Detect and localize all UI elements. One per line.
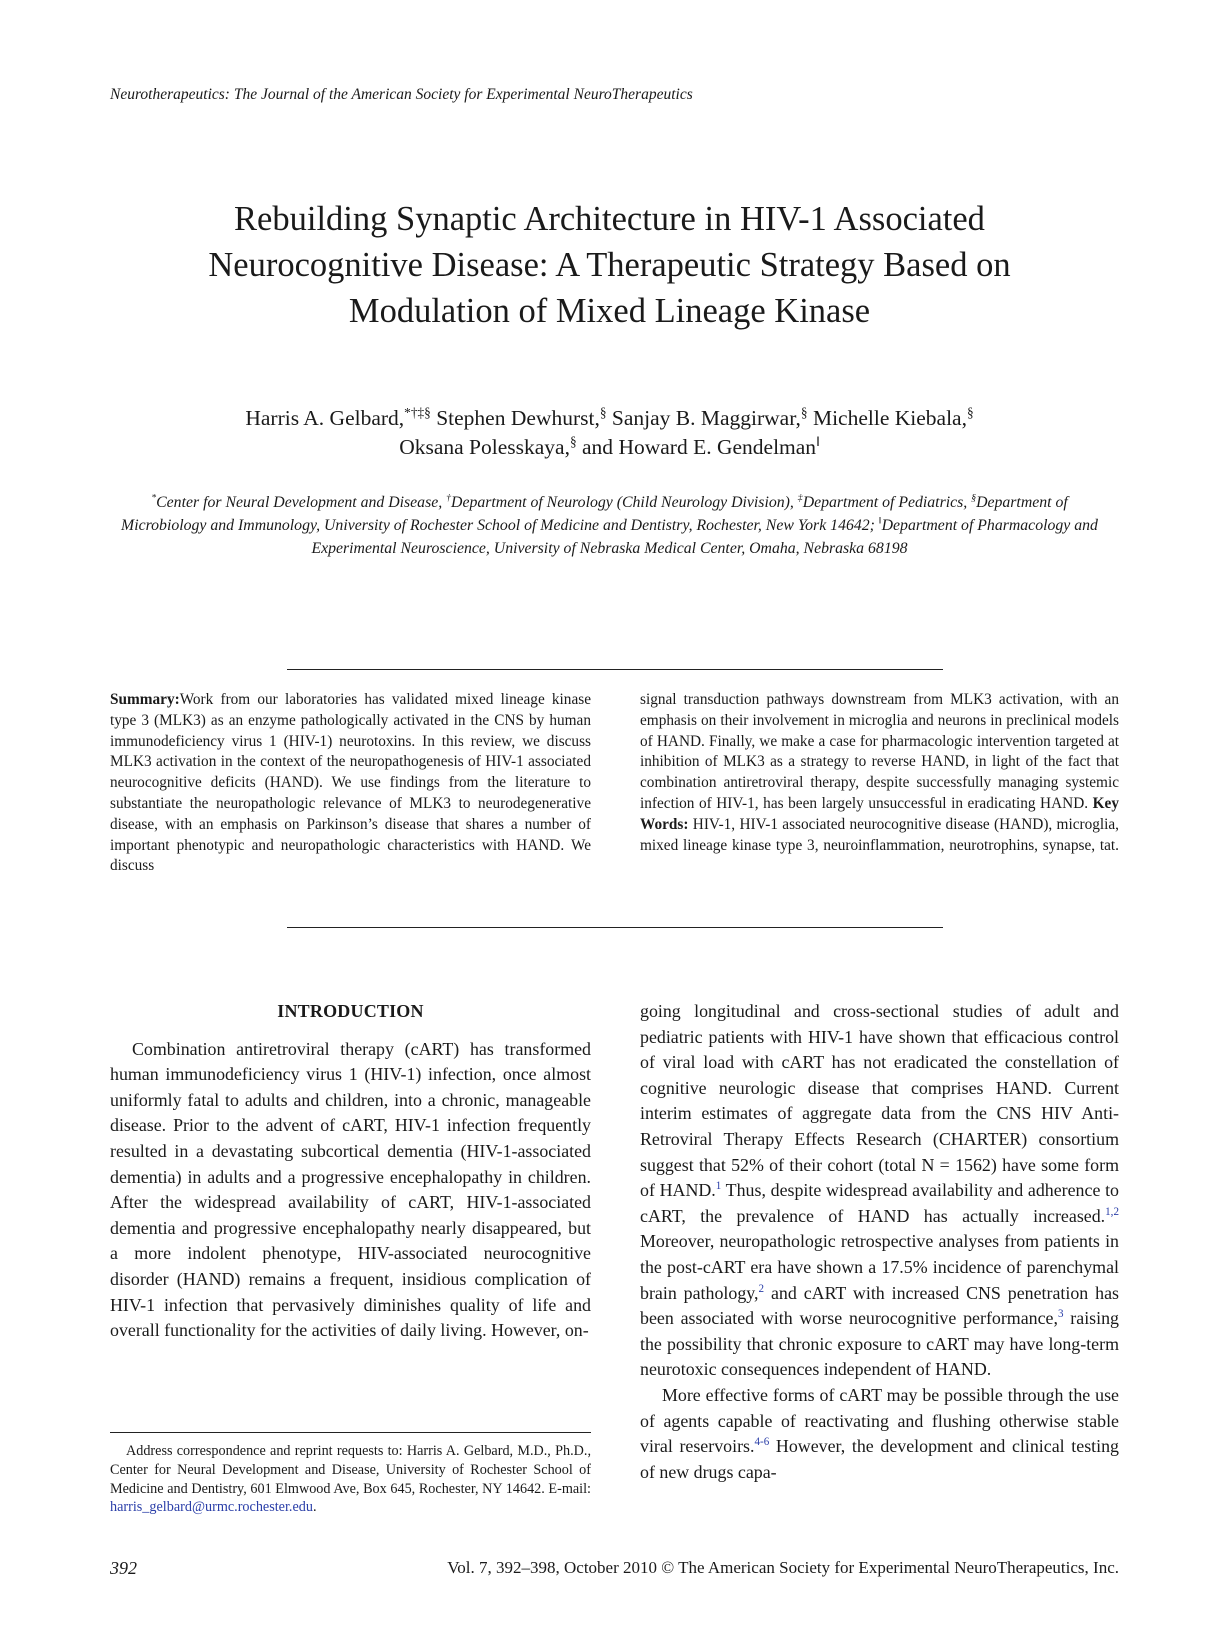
introduction-left-column	[110, 999, 591, 1344]
body-text: going longitudinal and cross-sectional studies of adult and pediatric patients with HIV-1 have shown that efficacious control of viral load with cART has not eradicated the constellation of cognitive neurologic disease that comprises HAND. Current interim estimates of aggregate data from the CNS HIV Anti-Retroviral Therapy Effects Research (CHARTER) consortium suggest that 52% of their cohort (total N = 1562) have some form of HAND.	[640, 1001, 1119, 1201]
citation-link[interactable]: 1	[715, 1180, 722, 1193]
section-heading: INTRODUCTION	[277, 1001, 424, 1021]
affiliation-mark: §	[971, 492, 977, 504]
article-title	[100, 196, 1119, 334]
citation-link[interactable]: 3	[1057, 1308, 1064, 1321]
journal-header: Neurotherapeutics: The Journal of the American Society for Experimental NeuroTherapeutics	[110, 86, 693, 103]
author-affiliation-marks: §	[800, 404, 808, 420]
footnote-text: Address correspondence and reprint requests to: Harris A. Gelbard, M.D., Ph.D., Center for Neural Development and Disease, University of Rochester School of Medicine and Dentistry, 601 Elmwood Ave, Box 645, Rochester, NY 14642. E-mail:	[110, 1443, 591, 1497]
abstract-label: Summary:	[110, 691, 180, 708]
affiliation-text: Department of Pharmacology and Experimental Neuroscience, University of Nebraska Medical Center, Omaha, Nebraska 68198	[311, 517, 1098, 557]
keywords-text: HIV-1, HIV-1 associated neurocognitive disease (HAND), microglia, mixed lineage kinase type 3, neuroinflammation, neurotrophins, synapse, tat.	[640, 815, 1120, 854]
body-paragraph	[640, 999, 1119, 1383]
body-paragraph: Combination antiretroviral therapy (cART) has transformed human immunodeficiency virus 1 (HIV-1) infection, once almost uniformly fatal to adults and children, into a chronic, manageable disease. Prior to the advent of cART, HIV-1 infection frequently resulted in a devastating subcortical dementia (HIV-1-associated dementia) in adults and a progressive encephalopathy in children. After the widespread availability of cART, HIV-1-associated dementia and progressive encephalopathy nearly disappeared, but a more indolent phenotype, HIV-associated neurocognitive disorder (HAND) remains a frequent, insidious complication of HIV-1 infection that pervasively diminishes quality of life and overall functionality for the activities of daily living. However, on-	[110, 1038, 591, 1341]
author-affiliation-marks: §	[569, 433, 577, 449]
citation-footer: Vol. 7, 392–398, October 2010 © The American Society for Experimental NeuroTherapeutics, Inc.	[447, 1558, 1119, 1577]
affiliation-text: Department of Microbiology and Immunology, University of Rochester School of Medicine and Dentistry, Rochester, New York 14642;	[121, 494, 1068, 534]
footnote-text: .	[312, 1499, 317, 1516]
citation-link[interactable]: 1,2	[1105, 1205, 1119, 1218]
affiliation-text: Center for Neural Development and Disease,	[156, 494, 443, 511]
body-text: Moreover, neuropathologic retrospective analyses from patients in the post-cART era have shown a 17.5% incidence of parenchymal brain pathology,	[640, 1231, 1119, 1303]
author-conjunction: and	[582, 435, 614, 459]
affiliation-mark: ‖	[878, 515, 882, 527]
body-text: However, the development and clinical testing of new drugs capa-	[640, 1436, 1119, 1482]
abstract-text: Work from our laboratories has validated mixed lineage kinase type 3 (MLK3) as an enzyme pathologically activated in the CNS by human immunodeficiency virus 1 (HIV-1) neurotoxins. In this review, we discuss MLK3 activation in the context of the neuropathogenesis of HIV-1 associated neurocognitive deficits (HAND). We use findings from the literature to substantiate the neuropathologic relevance of MLK3 to neurodegenerative disease, with an emphasis on Parkinson’s disease that shares a number of important phenotypic and neuropathologic characteristics with HAND. We discuss	[110, 691, 591, 875]
abstract-left-column	[110, 690, 591, 877]
body-text: and cART with increased CNS penetration has been associated with worse neurocognitive performance,	[640, 1282, 1119, 1329]
abstract-right-column	[640, 690, 1119, 856]
introduction-right-column	[640, 999, 1119, 1485]
title-line: Modulation of Mixed Lineage Kinase	[348, 292, 871, 330]
body-text: Thus, despite widespread availability and adherence to cART, the prevalence of HAND has actually increased.	[640, 1180, 1119, 1226]
citation-link[interactable]: 4-6	[754, 1436, 770, 1449]
author-name: Oksana Polesskaya,	[399, 435, 570, 459]
author-affiliation-marks: §	[599, 404, 607, 420]
author-affiliation-marks: ‖	[816, 433, 820, 449]
affiliations	[108, 491, 1111, 560]
footnote-rule	[110, 1432, 591, 1433]
author-name: Sanjay B. Maggirwar,	[611, 406, 801, 430]
affiliation-mark: *	[151, 492, 157, 504]
abstract-text: signal transduction pathways downstream from MLK3 activation, with an emphasis on their involvement in microglia and neurons in preclinical models of HAND. Finally, we make a case for pharmacologic intervention targeted at inhibition of MLK3 as a strategy to reverse HAND, in light of the fact that combination antiretroviral therapy, despite successfully managing systemic infection of HIV-1, has been largely unsuccessful in eradicating HAND.	[640, 691, 1119, 812]
correspondence-footnote	[110, 1442, 591, 1517]
title-line: Neurocognitive Disease: A Therapeutic Strategy Based on	[208, 246, 1011, 284]
author-affiliation-marks: §	[966, 404, 974, 420]
author-name: Howard E. Gendelman	[618, 435, 817, 459]
body-text: More effective forms of cART may be possible through the use of agents capable of reactivating and flushing otherwise stable viral reservoirs.	[640, 1384, 1119, 1457]
author-affiliation-marks: *†‡§	[404, 404, 431, 420]
page-number: 392	[110, 1558, 137, 1578]
abstract-top-rule	[287, 669, 943, 670]
affiliation-mark: ‡	[797, 492, 803, 504]
affiliation-mark: †	[446, 492, 452, 504]
keywords-label: Key Words:	[640, 794, 1119, 833]
affiliation-text: Department of Pediatrics,	[802, 494, 968, 511]
abstract-bottom-rule	[287, 927, 943, 928]
affiliation-text: Department of Neurology (Child Neurology Division),	[451, 494, 794, 511]
citation-link[interactable]: 2	[758, 1282, 765, 1295]
body-paragraph	[640, 1383, 1119, 1485]
email-link[interactable]: harris_gelbard@urmc.rochester.edu	[110, 1499, 313, 1516]
title-line: Rebuilding Synaptic Architecture in HIV-1 Associated	[234, 200, 985, 238]
author-name: Michelle Kiebala,	[812, 406, 967, 430]
author-list	[100, 404, 1119, 462]
author-name: Harris A. Gelbard,	[245, 406, 405, 430]
body-text: raising the possibility that chronic exposure to cART may have long-term neurotoxic consequences independent of HAND.	[640, 1308, 1120, 1380]
author-name: Stephen Dewhurst,	[436, 406, 600, 430]
